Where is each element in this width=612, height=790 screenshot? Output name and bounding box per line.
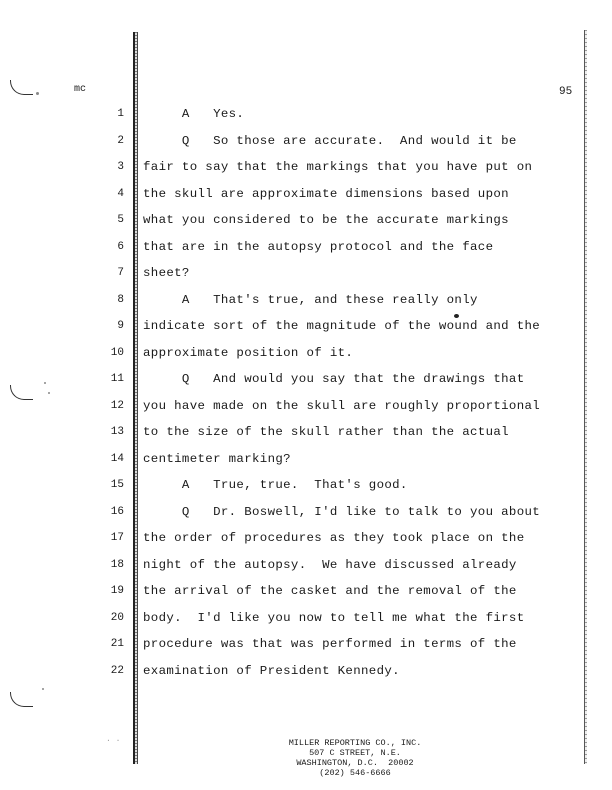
transcript-line xyxy=(0,578,612,605)
line-number: 9 xyxy=(117,320,124,332)
line-number: 5 xyxy=(117,214,124,226)
transcript-line xyxy=(0,393,612,420)
transcript-line xyxy=(0,313,612,340)
line-text: what you considered to be the accurate markings xyxy=(143,213,509,227)
line-text: procedure was that was performed in terms of the xyxy=(143,637,517,651)
line-text: sheet? xyxy=(143,266,190,280)
line-number: 17 xyxy=(110,532,124,544)
line-text: the arrival of the casket and the removal of the xyxy=(143,584,517,598)
line-text: the order of procedures as they took place on the xyxy=(143,531,525,545)
punch-hole-mark xyxy=(10,692,33,707)
line-number: 7 xyxy=(117,267,124,279)
transcript-line xyxy=(0,287,612,314)
transcript-line xyxy=(0,260,612,287)
line-text: A Yes. xyxy=(143,107,245,121)
page-number: 95 xyxy=(559,86,573,98)
line-text: Q Dr. Boswell, I'd like to talk to you about xyxy=(143,504,541,519)
line-number: 14 xyxy=(110,452,124,465)
line-number: 6 xyxy=(117,240,124,253)
transcript-line xyxy=(0,499,612,526)
line-text: Q So those are accurate. And would it be xyxy=(143,133,517,148)
scan-speck xyxy=(42,688,44,690)
line-number: 22 xyxy=(110,664,124,677)
line-number: 18 xyxy=(110,558,124,571)
line-number: 8 xyxy=(117,293,124,306)
line-text: that are in the autopsy protocol and the face xyxy=(143,239,494,254)
transcript-line xyxy=(0,234,612,261)
transcript-line xyxy=(0,605,612,632)
line-text: to the size of the skull rather than the actual xyxy=(143,425,509,439)
line-number: 21 xyxy=(110,638,124,650)
line-text: examination of President Kennedy. xyxy=(143,663,400,678)
line-number: 3 xyxy=(117,161,124,173)
line-number: 2 xyxy=(117,134,124,147)
transcript-line xyxy=(0,101,612,128)
line-text: night of the autopsy. We have discussed already xyxy=(143,557,517,572)
line-number: 20 xyxy=(110,611,124,624)
transcript-line xyxy=(0,207,612,234)
line-number: 16 xyxy=(110,505,124,518)
scan-speck xyxy=(36,92,39,95)
line-text: approximate position of it. xyxy=(143,345,354,360)
footer-company: MILLER REPORTING CO., INC. xyxy=(288,738,422,748)
line-text: body. I'd like you now to tell me what the first xyxy=(143,610,525,625)
line-text: you have made on the skull are roughly proportional xyxy=(143,398,541,413)
transcript-line xyxy=(0,419,612,446)
line-text: Q And would you say that the drawings that xyxy=(143,372,525,386)
line-number: 1 xyxy=(117,108,124,120)
transcript-line xyxy=(0,340,612,367)
line-text: indicate sort of the magnitude of the wound and the xyxy=(143,319,541,333)
line-number: 19 xyxy=(110,585,124,597)
line-number: 12 xyxy=(110,399,124,412)
footer-phone: (202) 546-6666 xyxy=(319,768,391,778)
transcript-line xyxy=(0,631,612,658)
line-text: A True, true. That's good. xyxy=(143,478,408,492)
line-text: centimeter marking? xyxy=(143,451,291,466)
line-number: 11 xyxy=(110,373,124,385)
transcript-line xyxy=(0,128,612,155)
footer-city: WASHINGTON, D.C. 20002 xyxy=(296,758,414,768)
transcript-line xyxy=(0,154,612,181)
footer-street: 507 C STREET, N.E. xyxy=(309,748,401,758)
scan-dots: . . xyxy=(106,735,121,744)
line-text: A That's true, and these really only xyxy=(143,292,478,307)
line-number: 15 xyxy=(110,479,124,491)
reporter-footer xyxy=(270,738,440,778)
reporter-initials: mc xyxy=(74,84,87,95)
transcript-line xyxy=(0,446,612,473)
transcript-line xyxy=(0,552,612,579)
punch-hole-mark xyxy=(10,80,33,95)
transcript-line xyxy=(0,181,612,208)
line-number: 4 xyxy=(117,187,124,200)
line-text: the skull are approximate dimensions based upon xyxy=(143,186,509,201)
transcript-line xyxy=(0,658,612,685)
transcript-line xyxy=(0,366,612,393)
line-number: 10 xyxy=(110,346,124,359)
transcript-line xyxy=(0,472,612,499)
ink-mark xyxy=(454,314,459,318)
line-number: 13 xyxy=(110,426,124,438)
transcript-line xyxy=(0,525,612,552)
line-text: fair to say that the markings that you have put on xyxy=(143,160,533,174)
